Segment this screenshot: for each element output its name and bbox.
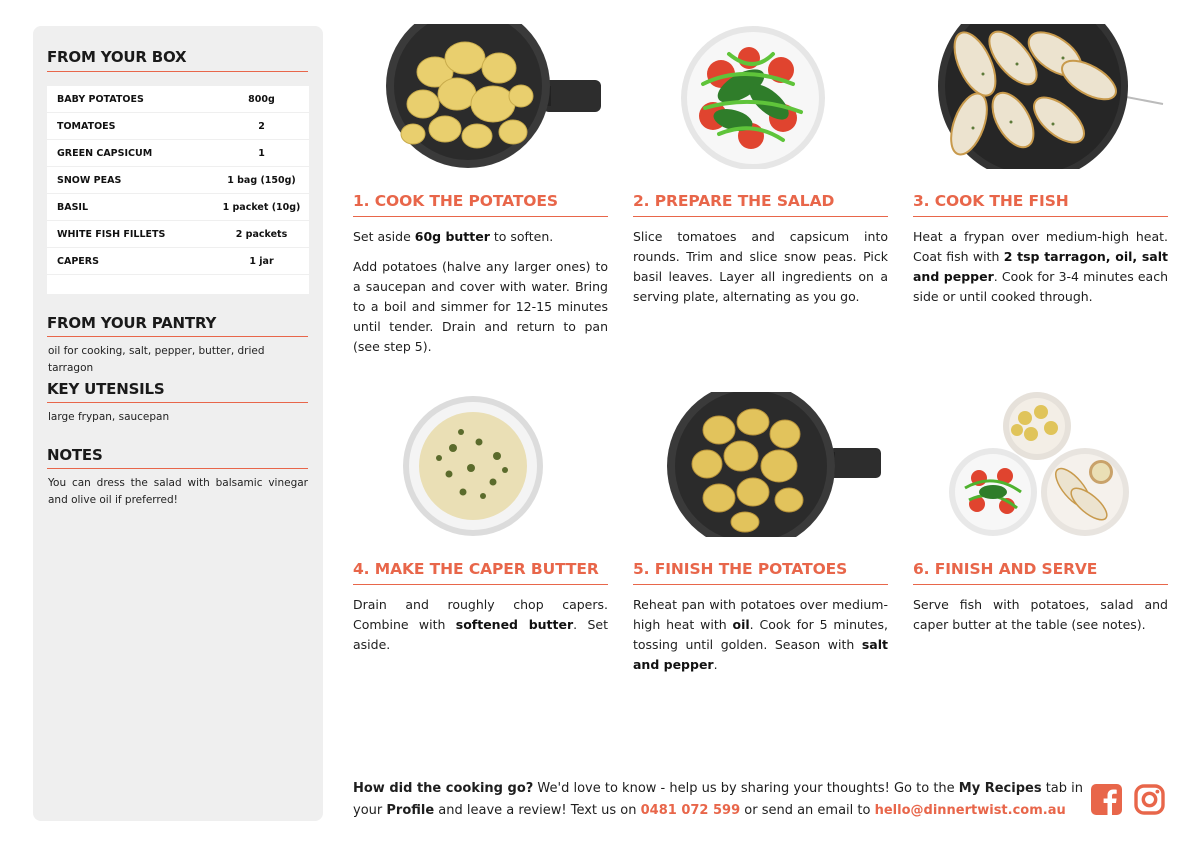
divider [47,336,308,337]
ingredient-qty: 1 jar [249,255,274,267]
step-title: 1. COOK THE POTATOES [353,192,558,210]
ingredient-row [47,248,309,275]
ingredient-row [47,86,309,113]
divider [633,584,888,585]
ingredient-row [47,167,309,194]
ingredient-qty: 1 bag (150g) [227,174,296,186]
notes-section-title: NOTES [47,446,103,464]
salad-plate-image [633,24,888,169]
fish-in-frypan-image [913,24,1168,169]
step-title: 2. PREPARE THE SALAD [633,192,835,210]
email-link[interactable]: hello@dinnertwist.com.au [874,803,1066,818]
golden-potatoes-pan-image [633,392,888,537]
ingredient-name: CAPERS [57,255,99,267]
instagram-icon[interactable] [1134,784,1165,815]
step-5 [633,392,888,692]
pantry-section-title: FROM YOUR PANTRY [47,314,217,332]
step-1 [353,24,608,364]
divider [47,468,308,469]
step-instructions: Reheat pan with potatoes over medium-high heat with oil. Cook for 5 minutes, tossing until golden. Season with salt and pepper. [633,597,888,672]
potatoes-in-pot-image [353,24,608,169]
ingredient-qty: 2 packets [235,228,288,240]
divider [913,584,1168,585]
ingredient-qty: 1 [258,147,265,159]
step-title: 5. FINISH THE POTATOES [633,560,848,578]
utensils-section-title: KEY UTENSILS [47,380,165,398]
step-instructions: Heat a frypan over medium-high heat. Coat fish with 2 tsp tarragon, oil, salt and pepper. Cook for 3-4 minutes each side or until cooked through. [913,229,1168,304]
box-section-title: FROM YOUR BOX [47,48,187,66]
ingredient-qty: 1 packet (10g) [222,201,301,213]
step-instructions: Slice tomatoes and capsicum into rounds. Trim and slice snow peas. Pick basil leaves. Layer all ingredients on a serving plate, alternating as you go. [633,229,888,304]
ingredient-name: WHITE FISH FILLETS [57,228,166,240]
served-meal-image [913,392,1168,537]
step-6 [913,392,1168,692]
ingredient-row [47,113,309,140]
ingredient-name: BABY POTATOES [57,93,144,105]
ingredient-table [47,86,309,294]
step-4 [353,392,608,692]
divider [633,216,888,217]
notes-text: You can dress the salad with balsamic vinegar and olive oil if preferred! [48,477,308,506]
ingredient-name: TOMATOES [57,120,116,132]
ingredient-name: BASIL [57,201,89,213]
step-title: 4. MAKE THE CAPER BUTTER [353,560,599,578]
ingredient-name: SNOW PEAS [57,174,122,186]
caper-butter-bowl-image [353,392,608,537]
step-instructions: Drain and roughly chop capers. Combine with softened butter. Set aside. [353,597,608,652]
feedback-footer: How did the cooking go? We'd love to know - help us by sharing your thoughts! Go to the My Recipes tab in your Profile and leave a review! Text us on 0481 072 599 or send an email to hello@dinnertwist.com.au [353,781,1084,818]
step-2 [633,24,888,364]
divider [913,216,1168,217]
ingredients-sidebar [33,26,323,821]
divider [353,584,608,585]
ingredient-qty: 2 [258,120,265,132]
step-3 [913,24,1168,364]
pantry-text: oil for cooking, salt, pepper, butter, dried tarragon [48,345,265,374]
step-title: 6. FINISH AND SERVE [913,560,1098,578]
divider [47,402,308,403]
divider [353,216,608,217]
ingredient-row [47,221,309,248]
utensils-text: large frypan, saucepan [48,411,170,423]
phone-link[interactable]: 0481 072 599 [640,803,741,818]
ingredient-row [47,194,309,221]
ingredient-qty: 800g [248,93,275,105]
ingredient-row [47,140,309,167]
step-instructions: Serve fish with potatoes, salad and caper butter at the table (see notes). [913,597,1168,632]
ingredient-name: GREEN CAPSICUM [57,147,153,159]
step-title: 3. COOK THE FISH [913,192,1069,210]
facebook-icon[interactable] [1091,784,1122,815]
step-instructions: Set aside 60g butter to soften. Add potatoes (halve any larger ones) to a saucepan and cover with water. Bring to a boil and simmer for 12-15 minutes until tender. Drain and return to pan (see step 5). [353,229,608,354]
divider [47,71,308,72]
